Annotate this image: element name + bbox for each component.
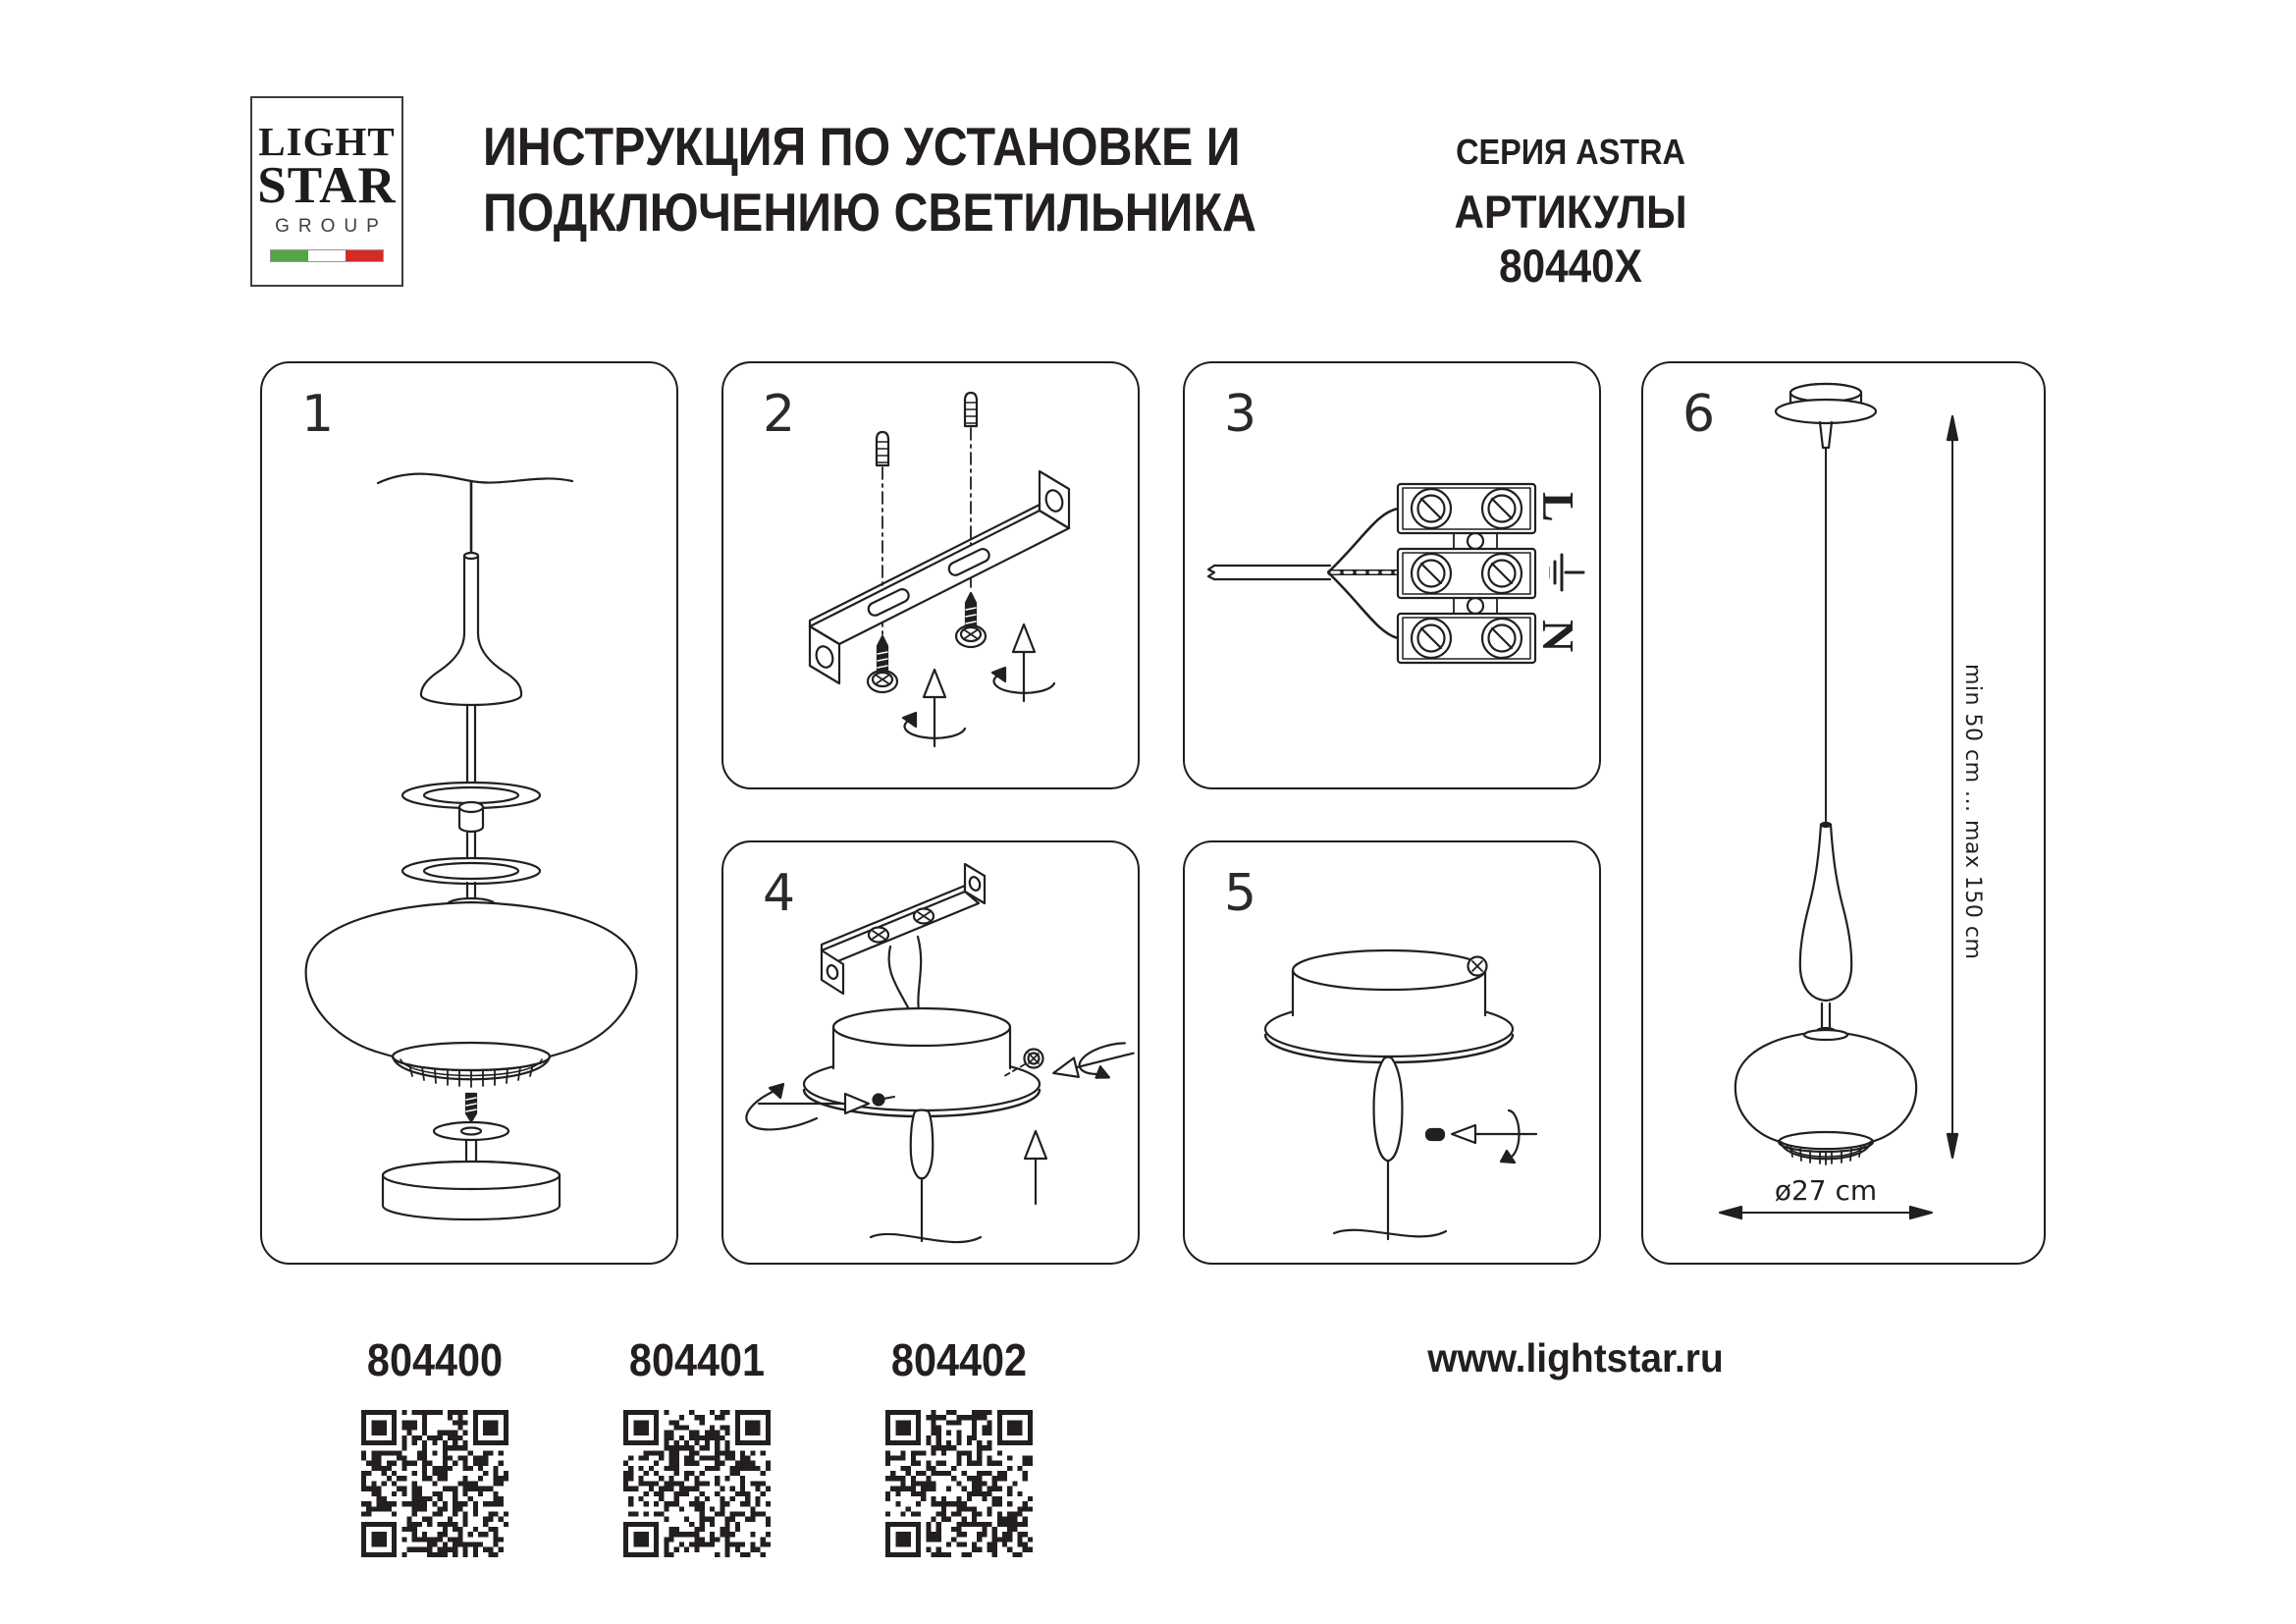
- step-panel-3: [1183, 361, 1601, 789]
- article-number: 804402: [890, 1334, 1028, 1385]
- articles-title: АРТИКУЛЫ 80440X: [1454, 186, 1687, 292]
- article-column-3: [827, 1333, 1092, 1557]
- terminal-label-neutral: N: [1533, 620, 1583, 653]
- logo-word-group: GROUP: [275, 215, 388, 237]
- step2-bracket-illustration: [723, 363, 1138, 787]
- page-title: [483, 114, 1256, 245]
- step-panel-2: [721, 361, 1140, 789]
- logo-word-star: STAR: [257, 156, 397, 214]
- step3-terminal-block-illustration: [1185, 363, 1599, 787]
- step-number-6: 6: [1682, 385, 1716, 444]
- step1-exploded-pendant-illustration: [262, 363, 676, 1263]
- series-block: [1394, 132, 1747, 293]
- height-dimension-label: min 50 cm ... max 150 cm: [1960, 664, 1985, 960]
- terminal-label-line: L: [1533, 491, 1583, 522]
- diameter-dimension-label: ø27 cm: [1774, 1174, 1878, 1207]
- article-column-2: [564, 1333, 829, 1557]
- step-panel-5: [1183, 840, 1601, 1265]
- article-column-1: [302, 1333, 567, 1557]
- series-name: СЕРИЯ ASTRA: [1456, 132, 1685, 172]
- qr-code-icon: [623, 1410, 771, 1557]
- title-line-2: ПОДКЛЮЧЕНИЮ СВЕТИЛЬНИКА: [483, 182, 1256, 243]
- step-number-5: 5: [1224, 864, 1257, 923]
- step-number-2: 2: [763, 385, 796, 444]
- earth-ground-symbol-icon: [1549, 550, 1586, 595]
- article-number: 804400: [366, 1334, 504, 1385]
- step4-canopy-mounting-illustration: [723, 842, 1138, 1263]
- step-number-4: 4: [763, 864, 796, 923]
- logo-word-light: LIGHT: [258, 118, 396, 164]
- article-number: 804401: [628, 1334, 766, 1385]
- website-url: www.lightstar.ru: [1427, 1335, 1724, 1380]
- qr-code-icon: [885, 1410, 1033, 1557]
- step-panel-4: [721, 840, 1140, 1265]
- lightstar-logo: [250, 96, 403, 287]
- step-panel-6: [1641, 361, 2046, 1265]
- italian-flag-icon: [270, 249, 384, 262]
- qr-code-icon: [361, 1410, 508, 1557]
- step-number-1: 1: [301, 385, 335, 444]
- step-panel-1: [260, 361, 678, 1265]
- step-number-3: 3: [1224, 385, 1257, 444]
- title-line-1: ИНСТРУКЦИЯ ПО УСТАНОВКЕ И: [483, 116, 1241, 177]
- step5-cord-grip-illustration: [1185, 842, 1599, 1263]
